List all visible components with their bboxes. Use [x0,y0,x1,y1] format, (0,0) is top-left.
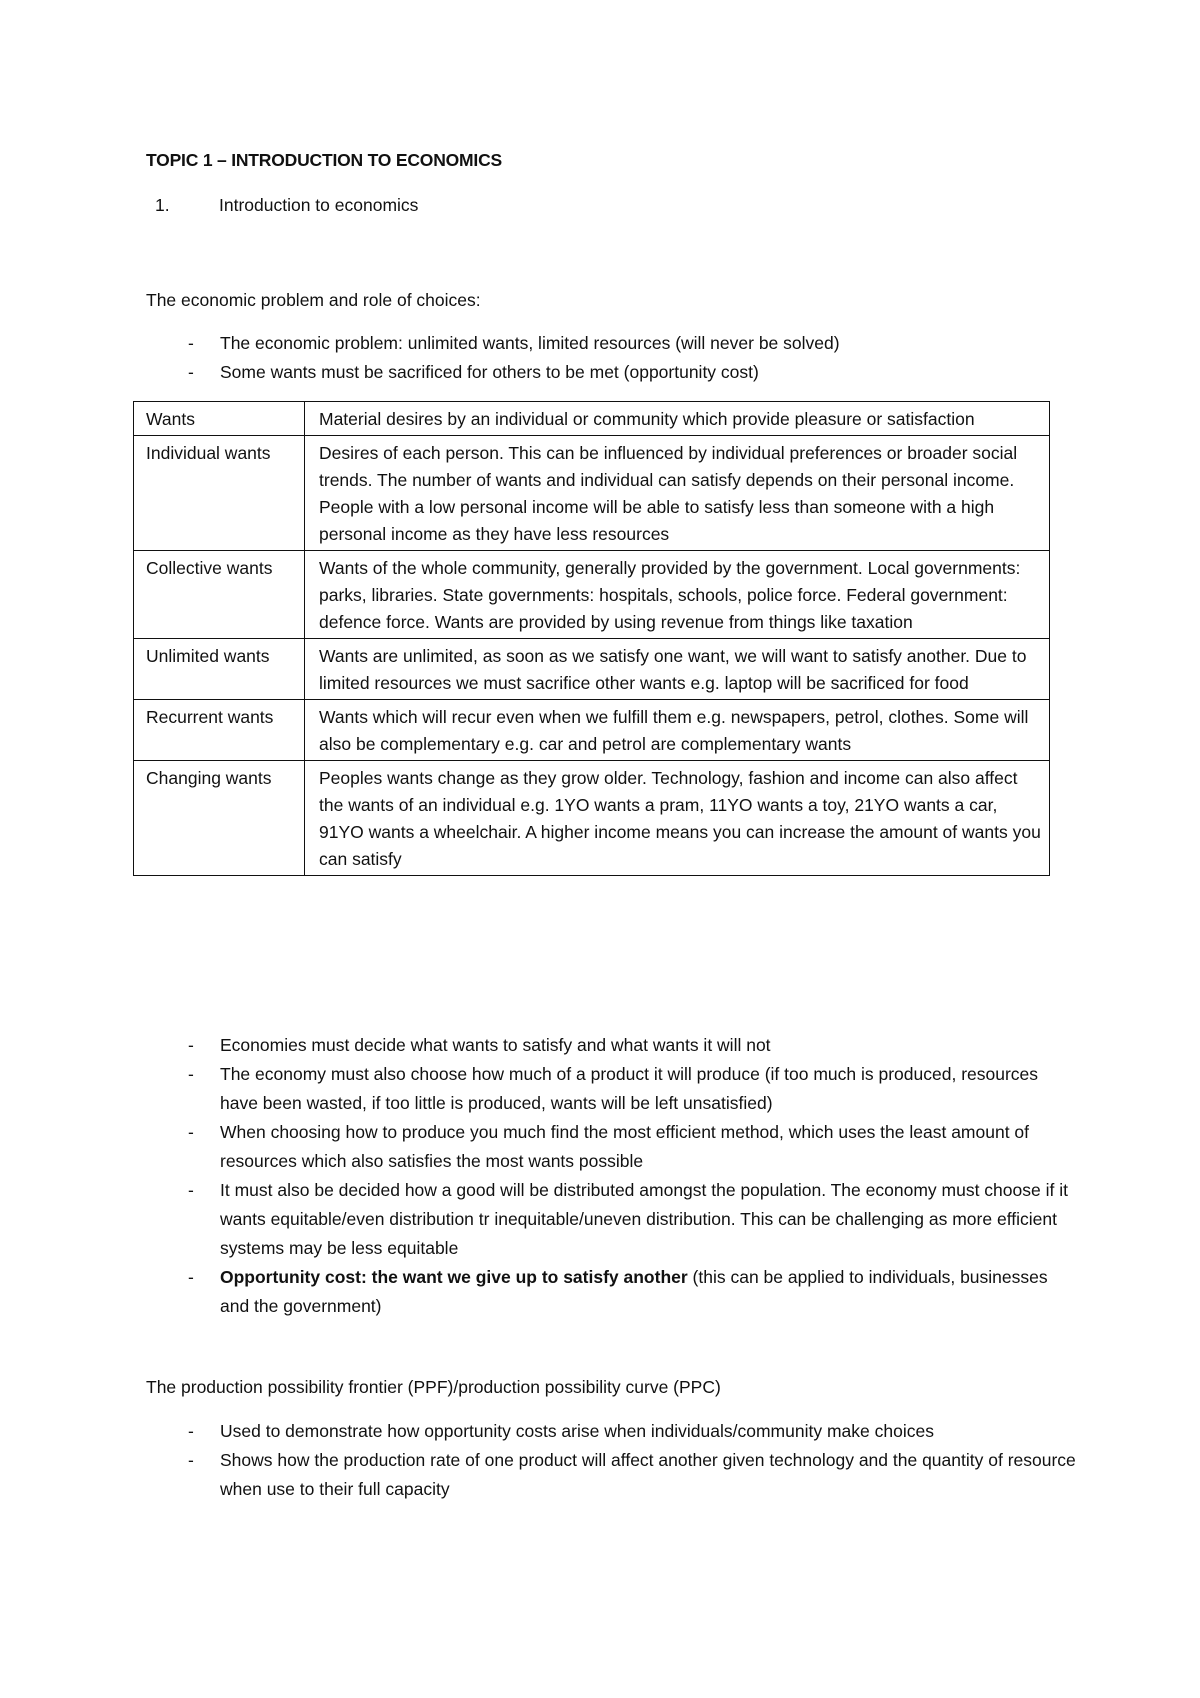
definition-cell: Desires of each person. This can be influenced by individual preferences or broader social trends. The number of wants and individual can satisfy depends on their personal income. People with a low personal income will be able to satisfy less than someone with a high personal income as they have less resources [305,436,1050,551]
dash-bullet: - [188,1035,194,1055]
dash-bullet: - [188,362,194,382]
definition-cell: Wants of the whole community, generally provided by the government. Local governments: parks, libraries. State governments: hospitals, schools, police force. Federal government: defence force. Wants are provided by using revenue from things like taxation [305,551,1050,639]
dash-bullet: - [188,1421,194,1441]
item-text: Introduction to economics [219,195,419,215]
ppf-list [146,1417,1076,1504]
list-item: - It must also be decided how a good will be distributed amongst the population. The economy must choose if it wants equitable/even distribution tr inequitable/uneven distribution. This can be challenging as more efficient systems may be less equitable [146,1176,1076,1263]
table-row [134,551,1050,639]
dash-bullet: - [188,1064,194,1084]
table-row [134,761,1050,876]
numbered-item [155,195,418,216]
dash-bullet: - [188,1267,194,1287]
dash-bullet: - [188,333,194,353]
term-cell: Collective wants [134,551,305,639]
table-row [134,436,1050,551]
definition-cell: Wants which will recur even when we fulfill them e.g. newspapers, petrol, clothes. Some will also be complementary e.g. car and petrol are complementary wants [305,700,1050,761]
dash-bullet: - [188,1122,194,1142]
page-title: TOPIC 1 – INTRODUCTION TO ECONOMICS [146,150,502,170]
list-item: - Opportunity cost: the want we give up to satisfy another (this can be applied to individuals, businesses and the government) [146,1263,1076,1321]
list-item: - Economies must decide what wants to satisfy and what wants it will not [146,1031,1076,1060]
term-cell: Wants [134,402,305,436]
dash-bullet: - [188,1180,194,1200]
term-cell: Unlimited wants [134,639,305,700]
section-heading-ppf: The production possibility frontier (PPF)/production possibility curve (PPC) [146,1377,721,1397]
table-row [134,700,1050,761]
list-item: - When choosing how to produce you much find the most efficient method, which uses the least amount of resources which also satisfies the most wants possible [146,1118,1076,1176]
opportunity-cost-definition: Opportunity cost: the want we give up to satisfy another [220,1267,688,1287]
term-cell: Recurrent wants [134,700,305,761]
item-number: 1. [155,195,170,215]
list-item: - The economy must also choose how much of a product it will produce (if too much is produced, resources have been wasted, if too little is produced, wants will be left unsatisfied) [146,1060,1076,1118]
list-item: - Shows how the production rate of one product will affect another given technology and the quantity of resource when use to their full capacity [146,1446,1076,1504]
section-heading-economic-problem: The economic problem and role of choices: [146,290,481,310]
definition-cell: Wants are unlimited, as soon as we satisfy one want, we will want to satisfy another. Due to limited resources we must sacrifice other wants e.g. laptop will be sacrificed for food [305,639,1050,700]
economic-choices-list [146,1031,1076,1321]
dash-bullet: - [188,1450,194,1470]
table-row [134,402,1050,436]
term-cell: Changing wants [134,761,305,876]
economic-problem-list [146,329,1066,387]
table-row [134,639,1050,700]
list-item: - Some wants must be sacrificed for others to be met (opportunity cost) [146,358,1066,387]
list-item: - Used to demonstrate how opportunity costs arise when individuals/community make choices [146,1417,1076,1446]
definition-cell: Peoples wants change as they grow older. Technology, fashion and income can also affect the wants of an individual e.g. 1YO wants a pram, 11YO wants a toy, 21YO wants a car, 91YO wants a wheelchair. A higher income means you can increase the amount of wants you can satisfy [305,761,1050,876]
term-cell: Individual wants [134,436,305,551]
wants-table [133,401,1050,876]
list-item: - The economic problem: unlimited wants, limited resources (will never be solved) [146,329,1066,358]
definition-cell: Material desires by an individual or community which provide pleasure or satisfaction [305,402,1050,436]
